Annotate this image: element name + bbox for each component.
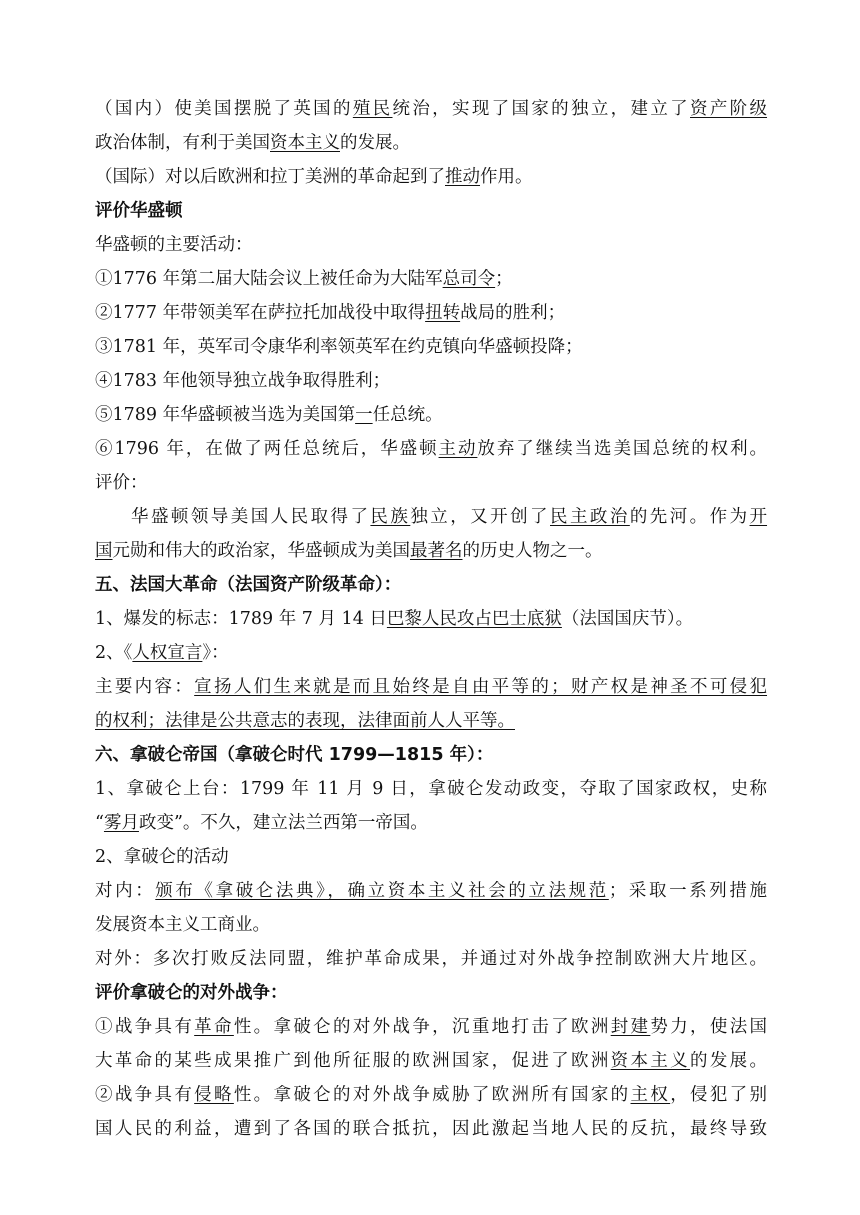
underlined-keyword: 颁布《拿破仑法典》，确立资本主义社会的立法规范 xyxy=(155,881,609,901)
underlined-keyword: 侵略 xyxy=(194,1085,234,1105)
underlined-keyword: 民族 xyxy=(370,507,411,527)
underlined-keyword: 开 xyxy=(749,507,768,527)
text-segment: ①1776 年第二届大陆会议上被任命为大陆军 xyxy=(95,269,443,289)
underlined-keyword: 资本主义 xyxy=(270,133,340,153)
text-line xyxy=(95,1010,767,1044)
text-line xyxy=(95,908,767,942)
text-line xyxy=(95,772,767,806)
text-segment: （国内）使美国摆脱了英国的 xyxy=(95,99,353,119)
text-segment: ①战争具有 xyxy=(95,1017,195,1037)
section-heading xyxy=(95,738,767,772)
section-heading xyxy=(95,976,767,1010)
text-line xyxy=(95,398,767,432)
text-segment: （国际）对以后欧洲和拉丁美洲的革命起到了 xyxy=(95,167,445,187)
text-segment: ，侵犯了别 xyxy=(670,1085,768,1105)
text-segment: 2、《 xyxy=(95,643,133,663)
text-segment: 作用。 xyxy=(480,167,533,187)
text-segment: 国人民的利益，遭到了各国的联合抵抗，因此激起当地人民的反抗，最终导致 xyxy=(95,1119,767,1139)
underlined-keyword: 宣扬人们生来就是而且始终是自由平等的；财产权是神圣不可侵犯 xyxy=(194,677,768,697)
text-segment: 的历史人物之一。 xyxy=(462,541,603,561)
document-body xyxy=(95,92,767,1146)
text-segment: 独立，又开创了 xyxy=(410,507,550,527)
underlined-keyword: 国 xyxy=(95,541,113,561)
underlined-keyword: 殖民 xyxy=(352,99,393,119)
text-segment: 统治，实现了国家的独立，建立了 xyxy=(392,99,691,119)
text-line xyxy=(95,704,767,738)
underlined-keyword: 资产阶级 xyxy=(690,99,768,119)
text-segment: 五、法国大革命（法国资产阶级革命）： xyxy=(95,575,402,595)
text-line xyxy=(95,1044,767,1078)
text-segment: 发展资本主义工商业。 xyxy=(95,915,270,935)
text-line xyxy=(95,636,767,670)
text-segment: 1、拿破仑上台：1799 年 11 月 9 日，拿破仑发动政变，夺取了国家政权，史称 xyxy=(95,779,767,799)
text-segment: ⑥1796 年，在做了两任总统后，华盛顿 xyxy=(95,439,439,459)
text-segment: ④1783 年他领导独立战争取得胜利； xyxy=(95,371,391,391)
text-line xyxy=(95,942,767,976)
text-segment: ③1781 年，英军司令康华利率领英军在约克镇向华盛顿投降； xyxy=(95,337,583,357)
text-line xyxy=(95,670,767,704)
underlined-keyword: 主权 xyxy=(630,1085,671,1105)
text-segment: ⑤1789 年华盛顿被当选为美国第 xyxy=(95,405,356,425)
text-line xyxy=(95,1112,767,1146)
text-segment: 评价： xyxy=(95,473,148,493)
text-line xyxy=(95,602,767,636)
text-segment: ②战争具有 xyxy=(95,1085,195,1105)
text-line xyxy=(95,228,767,262)
text-line xyxy=(95,126,767,160)
text-line xyxy=(95,92,767,126)
text-segment: 元勋和伟大的政治家，华盛顿成为美国 xyxy=(112,541,410,561)
text-line xyxy=(95,840,767,874)
text-segment: 任总统。 xyxy=(372,405,443,425)
section-heading xyxy=(95,568,767,602)
text-segment: ②1777 年带领美军在萨拉托加战役中取得 xyxy=(95,303,426,323)
text-line xyxy=(95,874,767,908)
text-line xyxy=(95,806,767,840)
underlined-keyword: 雾月 xyxy=(103,813,139,833)
text-line xyxy=(95,1078,767,1112)
text-segment: 势力，使法国 xyxy=(650,1017,768,1037)
text-line xyxy=(95,296,767,330)
underlined-keyword: 最著名 xyxy=(410,541,463,561)
text-line xyxy=(95,500,767,534)
text-line xyxy=(95,534,767,568)
text-line xyxy=(95,262,767,296)
text-segment: 评价拿破仑的对外战争： xyxy=(95,983,288,1003)
underlined-keyword: 革命 xyxy=(194,1017,234,1037)
text-line xyxy=(95,432,767,466)
underlined-keyword: 扭转 xyxy=(425,303,461,323)
text-line xyxy=(95,364,767,398)
text-segment: “ xyxy=(95,813,104,833)
text-segment: 1、爆发的标志：1789 年 7 月 14 日 xyxy=(95,609,387,629)
underlined-keyword: 民主政治 xyxy=(550,507,630,527)
text-segment: 政治体制，有利于美国 xyxy=(95,133,270,153)
text-segment: 对内： xyxy=(95,881,156,901)
text-segment: 放弃了继续当选美国总统的权利。 xyxy=(477,439,767,459)
underlined-keyword: 推动 xyxy=(445,167,480,187)
text-segment: 2、拿破仑的活动 xyxy=(95,847,229,867)
text-segment: ；采取一系列措施 xyxy=(608,881,768,901)
text-segment: ； xyxy=(495,269,513,289)
text-line xyxy=(95,330,767,364)
text-line xyxy=(95,160,767,194)
underlined-keyword: 总司令 xyxy=(442,269,496,289)
text-segment: 对外：多次打败反法同盟，维护革命成果，并通过对外战争控制欧洲大片地区。 xyxy=(95,949,767,969)
underlined-keyword: 资本主义 xyxy=(610,1051,691,1071)
underlined-keyword: 封建 xyxy=(610,1017,651,1037)
text-segment: 的发展。 xyxy=(340,133,410,153)
underlined-keyword: 一 xyxy=(355,405,373,425)
underlined-keyword: 人权宣言 xyxy=(132,643,203,663)
text-segment: 六、拿破仑帝国（拿破仑时代 1799—1815 年）： xyxy=(95,745,494,765)
text-line xyxy=(95,466,767,500)
text-segment: 的先河。作为 xyxy=(629,507,750,527)
text-segment: 政变”。不久，建立法兰西第一帝国。 xyxy=(138,813,428,833)
text-segment: 战局的胜利； xyxy=(460,303,566,323)
text-segment: 的发展。 xyxy=(690,1051,768,1071)
text-segment: 》： xyxy=(202,643,229,663)
text-segment: 评价华盛顿 xyxy=(95,201,183,221)
text-segment: 华盛顿的主要活动： xyxy=(95,235,253,255)
text-segment: （法国国庆节）。 xyxy=(561,609,694,629)
underlined-keyword: 主动 xyxy=(438,439,478,459)
section-heading xyxy=(95,194,767,228)
text-segment: 性。拿破仑的对外战争威胁了欧洲所有国家的 xyxy=(233,1085,631,1105)
underlined-keyword: 巴黎人民攻占巴士底狱 xyxy=(386,609,562,629)
text-segment: 性。拿破仑的对外战争，沉重地打击了欧洲 xyxy=(233,1017,611,1037)
text-segment: 华盛顿领导美国人民取得了 xyxy=(131,507,371,527)
underlined-keyword: 的权利；法律是公共意志的表现，法律面前人人平等。 xyxy=(95,711,515,731)
text-segment: 主要内容： xyxy=(95,677,195,697)
text-segment: 大革命的某些成果推广到他所征服的欧洲国家，促进了欧洲 xyxy=(95,1051,611,1071)
